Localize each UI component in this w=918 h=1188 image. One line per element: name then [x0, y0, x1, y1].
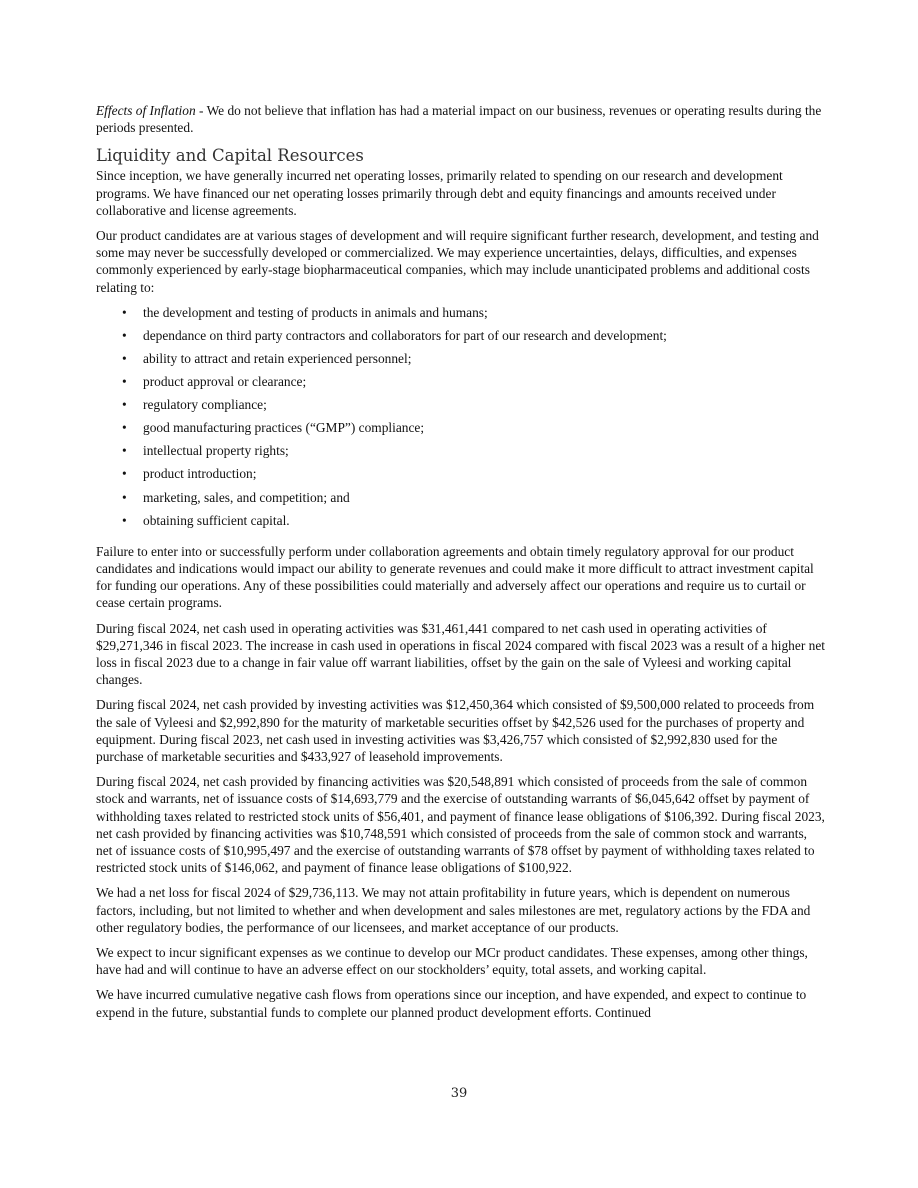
- paragraph-financing-activities: During fiscal 2024, net cash provided by financing activities was $20,548,891 which consisted of proceeds from the sale of common stock and warrants, net of issuance costs of $14,693,779 and the exercise of outstanding warrants of $6,045,642 offset by payment of withholding taxes related to restricted stock units of $56,401, and payment of finance lease obligations of $106,392. During fiscal 2023, net cash provided by financing activities was $10,748,591 which consisted of proceeds from the sale of common stock and warrants, net of issuance costs of $10,995,497 and the exercise of outstanding warrants of $78 offset by payment of withholding taxes related to restricted stock units of $146,062, and payment of finance lease obligations of $100,922.: [96, 774, 825, 876]
- page-number: 39: [450, 1086, 468, 1101]
- bullet-dot-icon: •: [122, 512, 127, 528]
- risk-bullet-list: [96, 304, 826, 535]
- bullet-dot-icon: •: [122, 374, 127, 390]
- bullet-text: dependance on third party contractors and collaborators for part of our research and development;: [143, 327, 667, 343]
- bullet-text: intellectual property rights;: [143, 443, 289, 459]
- bullet-text: marketing, sales, and competition; and: [143, 489, 350, 505]
- bullet-dot-icon: •: [122, 327, 127, 343]
- paragraph-net-loss: We had a net loss for fiscal 2024 of $29,736,113. We may not attain profitability in future years, which is dependent on numerous factors, including, but not limited to whether and when development and sales milestones are met, regulatory actions by the FDA and other regulatory bodies, the performance of our licensees, and market acceptance of our products.: [96, 885, 811, 935]
- paragraph-collaboration-failure: Failure to enter into or successfully perform under collaboration agreements and obtain timely regulatory approval for our product candidates and indications would impact our ability to generate revenues and could make it more difficult to attract investment capital for funding our operations. Any of these possibilities could materially and adversely affect our operations and require us to curtail or cease certain programs.: [96, 543, 814, 611]
- inflation-text: - We do not believe that inflation has had a material impact on our business, revenues or operating results during the periods presented.: [96, 103, 822, 136]
- bullet-text: the development and testing of products in animals and humans;: [143, 304, 488, 320]
- paragraph-cash-flows: We have incurred cumulative negative cash flows from operations since our inception, and have expended, and expect to continue to expend in the future, substantial funds to complete our planned product development efforts. Continued: [96, 987, 807, 1020]
- bullet-dot-icon: •: [122, 351, 127, 367]
- inflation-label: Effects of Inflation: [96, 103, 196, 118]
- bullet-item: [96, 442, 826, 465]
- bullet-dot-icon: •: [122, 443, 127, 459]
- bullet-text: product introduction;: [143, 466, 257, 482]
- inflation-paragraph: [96, 102, 826, 136]
- bullet-text: product approval or clearance;: [143, 374, 307, 390]
- paragraph-inception: Since inception, we have generally incurred net operating losses, primarily related to spending on our research and development programs. We have financed our net operating losses primarily through debt and equity financings and amounts received under collaborative and license agreements.: [96, 168, 783, 218]
- bullet-item: [96, 419, 826, 442]
- paragraph-product-candidates: Our product candidates are at various stages of development and will require significant further research, development, and testing and some may never be successfully developed or commercialized. We may experience uncertainties, delays, difficulties, and expenses commonly experienced by early-stage biopharmaceutical companies, which may include unanticipated problems and additional costs relating to:: [96, 228, 819, 295]
- bullet-text: good manufacturing practices (“GMP”) compliance;: [143, 420, 425, 436]
- bullet-item: [96, 350, 826, 373]
- bullet-text: regulatory compliance;: [143, 397, 267, 413]
- bullet-dot-icon: •: [122, 466, 127, 482]
- paragraph-investing-activities: During fiscal 2024, net cash provided by investing activities was $12,450,364 which consisted of $9,500,000 related to proceeds from the sale of Vyleesi and $2,992,890 for the maturity of marketable securities offset by $42,526 used for the purchases of property and equipment. During fiscal 2023, net cash used in investing activities was $3,426,757 which consisted of $2,992,830 used for the purchase of marketable securities and $433,927 of leasehold improvements.: [96, 697, 815, 764]
- bullet-item: [96, 489, 826, 512]
- paragraph-expenses: We expect to incur significant expenses as we continue to develop our MCr product candidates. These expenses, among other things, have had and will continue to have an adverse effect on our stockholders’ equity, total assets, and working capital.: [96, 945, 808, 978]
- bullet-item: [96, 465, 826, 488]
- bullet-item: [96, 373, 826, 396]
- bullet-item: [96, 304, 826, 327]
- bullet-dot-icon: •: [122, 304, 127, 320]
- section-heading: Liquidity and Capital Resources: [96, 146, 364, 166]
- paragraph-operating-activities: During fiscal 2024, net cash used in operating activities was $31,461,441 compared to net cash used in operating activities of $29,271,346 in fiscal 2023. The increase in cash used in operations in fiscal 2024 compared with fiscal 2023 was a result of a higher net loss in fiscal 2023 due to a change in fair value off warrant liabilities, offset by the gain on the sale of Vyleesi and working capital changes.: [96, 620, 825, 688]
- bullet-text: obtaining sufficient capital.: [143, 512, 290, 528]
- bullet-item: [96, 396, 826, 419]
- bullet-text: ability to attract and retain experienced personnel;: [143, 351, 412, 367]
- document-page: [96, 102, 826, 1029]
- bullet-item: [96, 512, 826, 535]
- bullet-dot-icon: •: [122, 420, 127, 436]
- bullet-dot-icon: •: [122, 489, 127, 505]
- bullet-dot-icon: •: [122, 397, 127, 413]
- bullet-item: [96, 327, 826, 350]
